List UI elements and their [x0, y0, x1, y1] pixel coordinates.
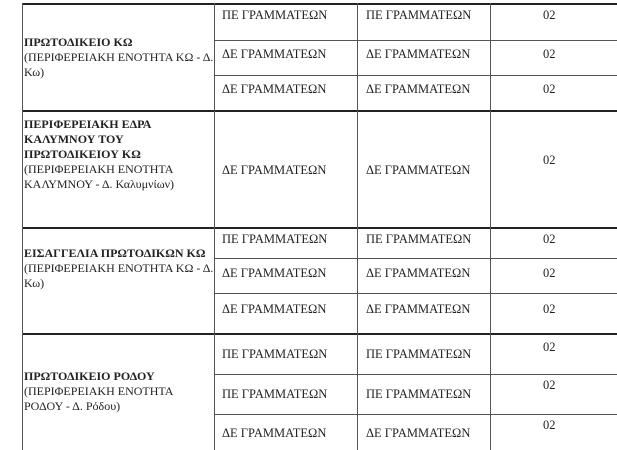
court-name: ΠΡΩΤΟΔΙΚΕΙΟ ΡΟΔΟΥ [24, 369, 155, 383]
position-count: 02 [543, 266, 556, 280]
court-name: ΠΡΩΤΟΔΙΚΕΙΟ ΚΩ [24, 35, 133, 49]
position-specialty: ΠΕ ΓΡΑΜΜΑΤΕΩΝ [366, 387, 472, 401]
court-region: (ΠΕΡΙΦΕΡΕΙΑΚΗ ΕΝΟΤΗΤΑ ΚΩ - Δ. Κω) [24, 261, 214, 290]
position-category: ΔΕ ΓΡΑΜΜΑΤΕΩΝ [222, 82, 327, 96]
position-category: ΠΕ ΓΡΑΜΜΑΤΕΩΝ [222, 347, 328, 361]
position-specialty: ΔΕ ΓΡΑΜΜΑΤΕΩΝ [366, 47, 471, 61]
position-count: 02 [543, 340, 556, 354]
position-category: ΔΕ ΓΡΑΜΜΑΤΕΩΝ [222, 266, 327, 280]
court-name: ΕΙΣΑΓΓΕΛΙΑ ΠΡΩΤΟΔΙΚΩΝ ΚΩ [24, 246, 206, 260]
row-divider [214, 75, 617, 76]
position-count: 02 [543, 8, 556, 22]
position-category: ΠΕ ΓΡΑΜΜΑΤΕΩΝ [222, 232, 328, 246]
position-category: ΠΕ ΓΡΑΜΜΑΤΕΩΝ [222, 8, 328, 22]
court-name-cell [24, 369, 214, 414]
position-category: ΠΕ ΓΡΑΜΜΑΤΕΩΝ [222, 387, 328, 401]
position-specialty: ΔΕ ΓΡΑΜΜΑΤΕΩΝ [366, 302, 471, 316]
position-specialty: ΠΕ ΓΡΑΜΜΑΤΕΩΝ [366, 232, 472, 246]
position-specialty: ΔΕ ΓΡΑΜΜΑΤΕΩΝ [366, 426, 471, 440]
column-divider [214, 3, 215, 450]
court-name-cell [24, 117, 209, 192]
position-category: ΔΕ ΓΡΑΜΜΑΤΕΩΝ [222, 426, 327, 440]
position-specialty: ΠΕ ΓΡΑΜΜΑΤΕΩΝ [366, 347, 472, 361]
court-region: (ΠΕΡΙΦΕΡΕΙΑΚΗ ΕΝΟΤΗΤΑ ΡΟΔΟΥ - Δ. Ρόδου) [24, 384, 173, 413]
group-divider [22, 110, 617, 112]
position-category: ΔΕ ΓΡΑΜΜΑΤΕΩΝ [222, 47, 327, 61]
group-divider [22, 227, 617, 229]
position-count: 02 [543, 302, 556, 316]
row-divider [214, 293, 617, 294]
row-divider [214, 258, 617, 259]
court-region: (ΠΕΡΙΦΕΡΕΙΑΚΗ ΕΝΟΤΗΤΑ ΚΑΛΥΜΝΟΥ - Δ. Καλυμνίων) [24, 162, 175, 191]
position-count: 02 [543, 47, 556, 61]
court-name-cell [24, 246, 214, 291]
position-category: ΔΕ ΓΡΑΜΜΑΤΕΩΝ [222, 163, 327, 177]
position-category: ΔΕ ΓΡΑΜΜΑΤΕΩΝ [222, 302, 327, 316]
row-divider [214, 414, 617, 415]
group-divider [22, 333, 617, 335]
position-count: 02 [543, 232, 556, 246]
column-divider [357, 3, 358, 450]
position-specialty: ΔΕ ΓΡΑΜΜΑΤΕΩΝ [366, 163, 471, 177]
position-count: 02 [543, 418, 556, 432]
column-divider [490, 3, 491, 450]
position-count: 02 [543, 378, 556, 392]
position-specialty: ΔΕ ΓΡΑΜΜΑΤΕΩΝ [366, 82, 471, 96]
group-divider [22, 3, 617, 5]
position-specialty: ΠΕ ΓΡΑΜΜΑΤΕΩΝ [366, 8, 472, 22]
position-count: 02 [543, 82, 556, 96]
position-specialty: ΔΕ ΓΡΑΜΜΑΤΕΩΝ [366, 266, 471, 280]
court-region: (ΠΕΡΙΦΕΡΕΙΑΚΗ ΕΝΟΤΗΤΑ ΚΩ - Δ. Κω) [24, 50, 214, 79]
row-divider [214, 374, 617, 375]
court-name: ΠΕΡΙΦΕΡΕΙΑΚΗ ΕΔΡΑ ΚΑΛΥΜΝΟΥ ΤΟΥ ΠΡΩΤΟΔΙΚΕΙΟΥ ΚΩ [24, 117, 151, 161]
position-count: 02 [543, 153, 556, 167]
row-divider [214, 40, 617, 41]
court-name-cell [24, 35, 214, 80]
column-divider [22, 3, 23, 450]
